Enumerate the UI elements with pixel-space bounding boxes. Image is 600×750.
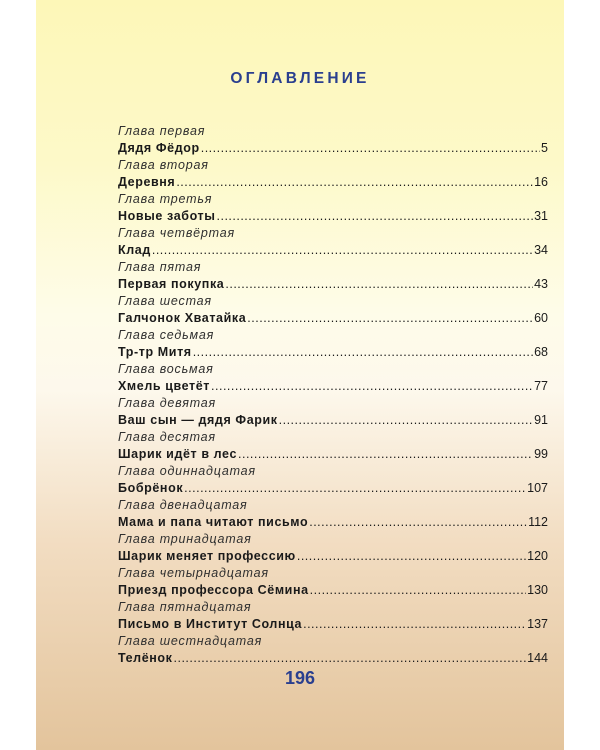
- toc-entry[interactable]: [118, 208, 548, 225]
- dot-leader: [297, 548, 526, 565]
- toc-entry[interactable]: [118, 344, 548, 361]
- chapter-title: Бобрёнок: [118, 481, 184, 495]
- chapter-page-number: 43: [534, 277, 548, 291]
- chapter-label: Глава четырнадцатая: [118, 566, 269, 580]
- toc-entry[interactable]: [118, 310, 548, 327]
- chapter-label: Глава десятая: [118, 430, 216, 444]
- toc-entry[interactable]: [118, 174, 548, 191]
- dot-leader: [309, 514, 527, 531]
- dot-leader: [211, 378, 533, 395]
- dot-leader: [279, 412, 533, 429]
- chapter-title: Деревня: [118, 175, 176, 189]
- chapter-title: Шарик идёт в лес: [118, 447, 237, 461]
- chapter-page-number: 77: [534, 379, 548, 393]
- chapter-title: Телёнок: [118, 651, 173, 665]
- chapter-page-number: 91: [534, 413, 548, 427]
- toc-entry[interactable]: [118, 276, 548, 293]
- dot-leader: [174, 650, 527, 667]
- chapter-title: Первая покупка: [118, 277, 225, 291]
- dot-leader: [193, 344, 533, 361]
- chapter-label: Глава одиннадцатая: [118, 464, 256, 478]
- chapter-label: Глава третья: [118, 192, 213, 206]
- chapter-label: Глава четвёртая: [118, 226, 235, 240]
- page-heading: ОГЛАВЛЕНИЕ: [230, 70, 370, 87]
- dot-leader: [176, 174, 533, 191]
- chapter-title: Мама и папа читают письмо: [118, 515, 309, 529]
- toc-entry[interactable]: [118, 650, 548, 667]
- dot-leader: [201, 140, 540, 157]
- chapter-label: Глава первая: [118, 124, 206, 138]
- chapter-label: Глава двенадцатая: [118, 498, 248, 512]
- toc-entry[interactable]: [118, 412, 548, 429]
- table-of-contents: [118, 123, 548, 667]
- toc-entry[interactable]: [118, 378, 548, 395]
- dot-leader: [238, 446, 533, 463]
- chapter-label: Глава вторая: [118, 158, 209, 172]
- chapter-page-number: 5: [541, 141, 548, 155]
- dot-leader: [247, 310, 533, 327]
- chapter-title: Галчонок Хватайка: [118, 311, 247, 325]
- chapter-label: Глава восьмая: [118, 362, 214, 376]
- chapter-page-number: 31: [534, 209, 548, 223]
- toc-entry[interactable]: [118, 446, 548, 463]
- chapter-label: Глава пятнадцатая: [118, 600, 252, 614]
- chapter-page-number: 68: [534, 345, 548, 359]
- toc-entry[interactable]: [118, 140, 548, 157]
- toc-entry[interactable]: [118, 616, 548, 633]
- chapter-title: Тр-тр Митя: [118, 345, 192, 359]
- chapter-page-number: 34: [534, 243, 548, 257]
- chapter-label: Глава девятая: [118, 396, 217, 410]
- chapter-label: Глава пятая: [118, 260, 202, 274]
- chapter-page-number: 60: [534, 311, 548, 325]
- chapter-page-number: 144: [527, 651, 548, 665]
- chapter-title: Приезд профессора Сёмина: [118, 583, 309, 597]
- book-page: [36, 0, 564, 750]
- dot-leader: [152, 242, 533, 259]
- chapter-title: Шарик меняет профессию: [118, 549, 296, 563]
- chapter-label: Глава тринадцатая: [118, 532, 252, 546]
- toc-entry[interactable]: [118, 242, 548, 259]
- dot-leader: [217, 208, 534, 225]
- chapter-page-number: 107: [527, 481, 548, 495]
- chapter-page-number: 120: [527, 549, 548, 563]
- chapter-label: Глава шестая: [118, 294, 212, 308]
- chapter-title: Дядя Фёдор: [118, 141, 200, 155]
- dot-leader: [184, 480, 526, 497]
- chapter-page-number: 99: [534, 447, 548, 461]
- toc-entry[interactable]: [118, 548, 548, 565]
- toc-entry[interactable]: [118, 514, 548, 531]
- chapter-title: Клад: [118, 243, 151, 257]
- dot-leader: [303, 616, 526, 633]
- chapter-label: Глава седьмая: [118, 328, 215, 342]
- chapter-label: Глава шестнадцатая: [118, 634, 263, 648]
- chapter-title: Новые заботы: [118, 209, 216, 223]
- chapter-title: Письмо в Институт Солнца: [118, 617, 303, 631]
- chapter-page-number: 137: [527, 617, 548, 631]
- chapter-page-number: 112: [528, 515, 548, 529]
- toc-entry[interactable]: [118, 480, 548, 497]
- chapter-page-number: 16: [534, 175, 548, 189]
- dot-leader: [225, 276, 533, 293]
- chapter-title: Ваш сын — дядя Фарик: [118, 413, 278, 427]
- toc-entry[interactable]: [118, 582, 548, 599]
- chapter-title: Хмель цветёт: [118, 379, 211, 393]
- dot-leader: [310, 582, 526, 599]
- page-number: 196: [284, 668, 316, 688]
- chapter-page-number: 130: [527, 583, 548, 597]
